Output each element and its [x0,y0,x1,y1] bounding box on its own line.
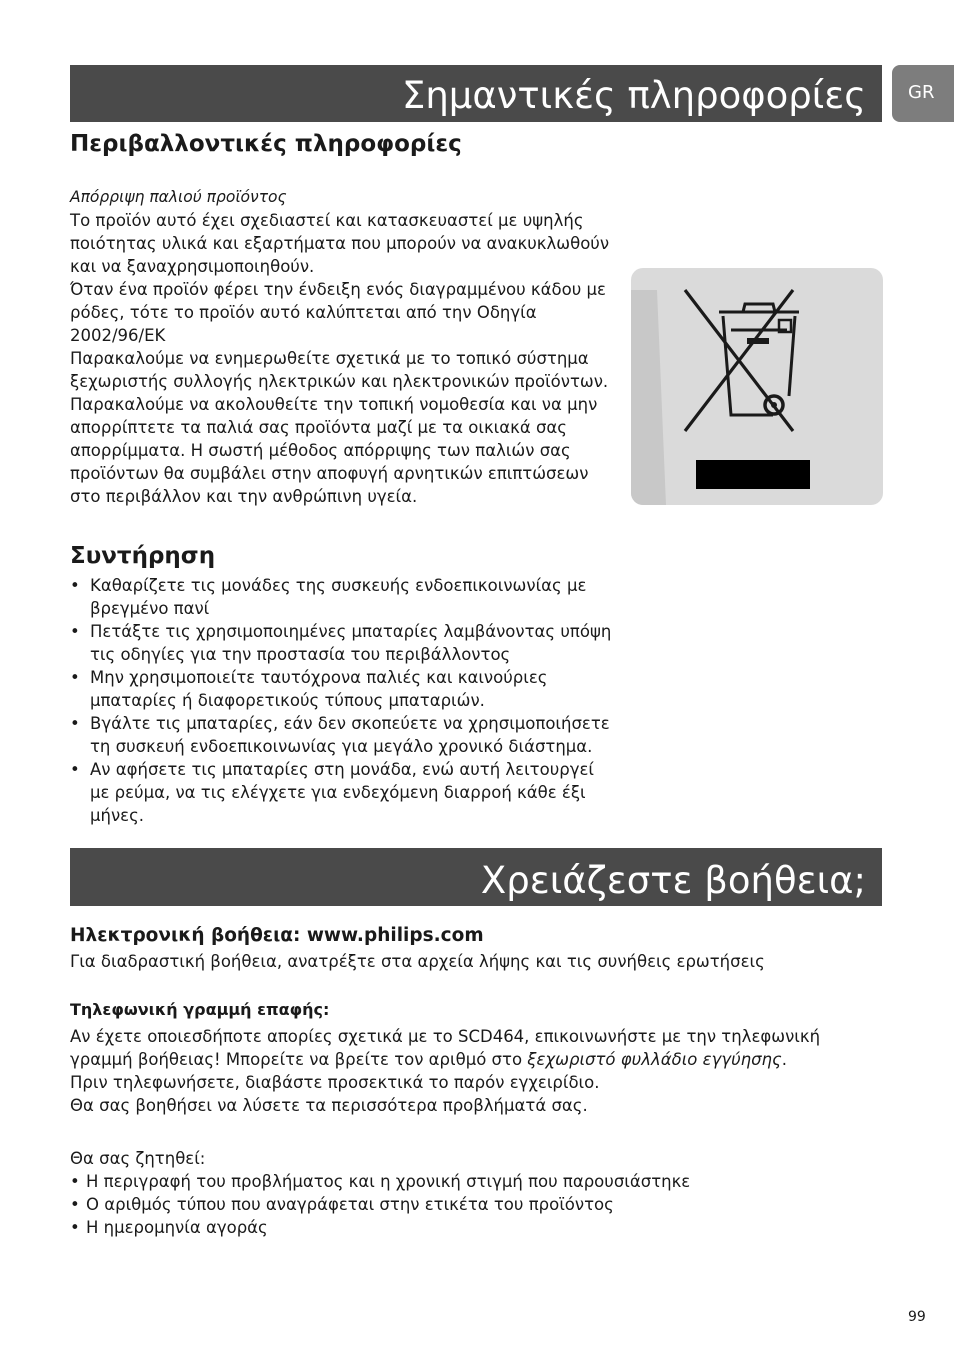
environment-heading: Περιβαλλοντικές πληροφορίες [70,131,462,157]
warranty-leaflet-text: ξεχωριστό φυλλάδιο εγγύησης [527,1050,782,1069]
environment-paragraph: Όταν ένα προϊόν φέρει την ένδειξη ενός διαγραμμένου κάδου με ρόδες, τότε το προϊόν αυτό καλύπτεται από την Οδηγία 2002/96/ΕΚ [70,280,606,345]
list-item: • Η ημερομηνία αγοράς [70,1216,880,1239]
list-item: • Βγάλτε τις μπαταρίες, εάν δεν σκοπεύετε να χρησιμοποιήσετε τη συσκευή ενδοεπικοινωνίας για μεγάλο χρονικό διάστημα. [70,712,615,758]
online-help-heading: Ηλεκτρονική βοήθεια: www.philips.com [70,925,484,946]
environment-paragraph: Παρακαλούμε να ενημερωθείτε σχετικά με το τοπικό σύστημα ξεχωριστής συλλογής ηλεκτρικών και ηλεκτρονικών προϊόντων. [70,349,609,391]
environment-paragraph: Παρακαλούμε να ακολουθείτε την τοπική νομοθεσία και να μην απορρίπτετε τα παλιά σας προϊόντα μαζί με τα οικιακά σας απορρίμματα. Η σωστή μέθοδος απόρριψης των παλιών σας προϊόντων θα συμβάλει στην αποφυγή αρνητικών επιπτώσεων στο περιβάλλον και την ανθρώπινη υγεία. [70,395,598,506]
maintenance-list [70,574,615,827]
requested-info-list [70,1170,880,1239]
list-item: • Αν αφήσετε τις μπαταρίες στη μονάδα, ενώ αυτή λειτουργεί με ρεύμα, να τις ελέγχετε για ενδεχόμενη διαρροή κάθε έξι μήνες. [70,758,615,827]
environment-text [70,186,615,508]
maintenance-heading: Συντήρηση [70,543,216,569]
phone-help-paragraph: Θα σας βοηθήσει να λύσετε τα περισσότερα προβλήματά σας. [70,1096,588,1115]
help-title-banner [70,848,882,906]
help-title: Χρειάζεστε βοήθεια; [480,859,866,902]
list-item: • Μην χρησιμοποιείτε ταυτόχρονα παλιές και καινούριες μπαταρίες ή διαφορετικούς τύπους μπαταριών. [70,666,615,712]
list-item: • Καθαρίζετε τις μονάδες της συσκευής ενδοεπικοινωνίας με βρεγμένο πανί [70,574,615,620]
phone-help-paragraph: Πριν τηλεφωνήσετε, διαβάστε προσεκτικά το παρόν εγχειρίδιο. [70,1073,600,1092]
section-title-banner [70,65,882,122]
page-number: 99 [908,1309,926,1325]
requested-info [70,1147,880,1239]
phone-help-paragraph: Αν έχετε οποιεσδήποτε απορίες σχετικά με το SCD464, επικοινωνήστε με την τηλεφωνική γραμμή βοήθειας! Μπορείτε να βρείτε τον αριθμό στο ξεχωριστό φυλλάδιο εγγύησης. [70,1027,821,1069]
list-item: • Η περιγραφή του προβλήματος και η χρονική στιγμή που παρουσιάστηκε [70,1170,880,1193]
online-help-text: Για διαδραστική βοήθεια, ανατρέξτε στα αρχεία λήψης και τις συνήθεις ερωτήσεις [70,952,765,971]
language-label: GR [908,82,935,103]
list-item: • Ο αριθμός τύπου που αναγράφεται στην ετικέτα του προϊόντος [70,1193,880,1216]
language-tab [892,65,954,122]
list-item: • Πετάξτε τις χρησιμοποιημένες μπαταρίες λαμβάνοντας υπόψη τις οδηγίες για την προστασία του περιβάλλοντος [70,620,615,666]
weee-symbol-panel [631,268,883,505]
requested-info-intro: Θα σας ζητηθεί: [70,1149,206,1168]
phone-help-text [70,1025,880,1117]
environment-paragraph: Το προϊόν αυτό έχει σχεδιαστεί και κατασκευαστεί με υψηλής ποιότητας υλικά και εξαρτήματα που μπορούν να ανακυκλωθούν και να ξαναχρησιμοποιηθούν. [70,211,610,276]
disposal-subheading: Απόρριψη παλιού προϊόντος [70,188,287,206]
crossed-out-wheelie-bin-icon [631,268,883,505]
phone-help-heading: Τηλεφωνική γραμμή επαφής: [70,1000,330,1019]
section-title: Σημαντικές πληροφορίες [401,74,866,117]
